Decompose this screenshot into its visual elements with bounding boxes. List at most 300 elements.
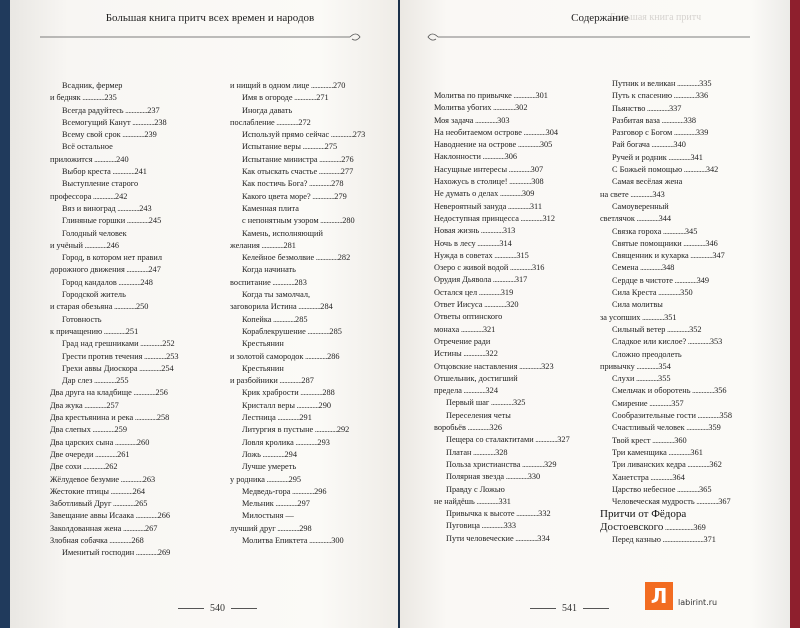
toc-entry-title: Связка гороха [612, 226, 662, 236]
toc-entry-page: 290 [318, 400, 331, 410]
toc-entry [600, 324, 775, 336]
toc-entry-page: 365 [699, 484, 712, 494]
toc-entry [434, 139, 604, 151]
toc-entry-page: 327 [557, 435, 570, 445]
toc-leader-dots: .............. [314, 253, 338, 263]
toc-leader-dots: .............. [131, 388, 156, 398]
toc-leader-dots: .............. [313, 425, 337, 435]
toc-entry-title: Ручей и родник [612, 152, 667, 162]
publisher-url: labirint.ru [678, 598, 718, 607]
toc-entry-page: 314 [499, 238, 512, 248]
toc-leader-dots: .............. [672, 275, 697, 285]
toc-leader-dots: .............. [273, 499, 298, 509]
toc-entry [50, 547, 226, 559]
toc-entry [434, 496, 604, 508]
toc-entry-page: 291 [299, 413, 312, 423]
toc-entry-page: 251 [125, 326, 139, 336]
toc-entry [230, 203, 390, 215]
toc-entry-title: Выбор креста [62, 167, 111, 177]
toc-entry-page: 313 [502, 226, 516, 236]
toc-leader-dots: .............. [661, 226, 685, 236]
toc-entry-title: Наклонности [434, 152, 481, 162]
toc-entry-page: 352 [689, 324, 702, 334]
toc-entry [50, 105, 226, 117]
toc-entry-title: Польза христианства [446, 459, 521, 469]
toc-entry [50, 375, 226, 387]
toc-entry [50, 424, 226, 436]
toc-leader-dots: .............. [82, 400, 107, 410]
toc-entry-page: 347 [712, 251, 725, 261]
toc-entry-title: Кристалл веры [242, 400, 295, 410]
toc-leader-dots: .............. [681, 238, 706, 248]
toc-leader-dots: .............. [492, 250, 517, 260]
toc-entry-title: предела [434, 386, 462, 396]
toc-entry-title: Сложно преодолеть [612, 349, 682, 359]
toc-entry [600, 226, 775, 238]
toc-entry [50, 510, 226, 522]
toc-leader-dots: .............. [477, 287, 501, 297]
toc-leader-dots: .............. [124, 265, 149, 275]
toc-entry-title: Ложь [242, 449, 261, 459]
toc-leader-dots: .............. [310, 191, 335, 201]
toc-entry-title: Два слепых [50, 425, 91, 435]
toc-leader-dots: .............. [533, 435, 558, 445]
toc-entry-title: Ответ Иисуса [434, 300, 483, 310]
toc-entry-title: и нищий в одном лице [230, 81, 310, 90]
toc-entry-page: 288 [322, 388, 335, 398]
toc-entry-title: на свете [600, 189, 629, 199]
toc-entry-title: Первый шаг [446, 398, 490, 408]
toc-entry [50, 92, 226, 104]
toc-entry-page: 268 [131, 535, 144, 545]
book-cover-edge-right [790, 0, 800, 628]
toc-entry [434, 324, 604, 336]
toc-entry-title: Священник и кухарка [612, 251, 689, 261]
toc-entry-title: Смирение [612, 398, 648, 408]
toc-entry [600, 336, 775, 348]
toc-leader-dots: .............. [260, 449, 285, 459]
toc-leader-dots: .............. [665, 324, 690, 334]
toc-entry [434, 238, 604, 250]
toc-entry-title: Каменная плита [242, 203, 299, 213]
toc-entry-page: 303 [497, 115, 510, 125]
toc-entry-page: 355 [658, 374, 671, 384]
toc-leader-dots: .............. [82, 240, 107, 250]
toc-leader-dots: .............. [647, 398, 672, 408]
toc-entry-title: Мельник [242, 499, 274, 509]
toc-entry-page: 364 [672, 472, 685, 482]
toc-entry-page: 298 [299, 523, 312, 533]
publisher-logo-icon: Л [645, 582, 673, 610]
toc-leader-dots: .............. [275, 413, 300, 423]
toc-leader-dots: .............. [115, 203, 140, 213]
toc-entry-title: Орудия Дьявола [434, 275, 492, 285]
toc-entry-title: Пуговица [446, 521, 480, 531]
toc-entry-title: и бедняк [50, 93, 81, 103]
toc-leader-dots: .............. [133, 413, 157, 423]
toc-entry-title: у родника [230, 474, 265, 484]
toc-entry [230, 437, 390, 449]
toc-leader-dots: .............. [480, 152, 505, 162]
toc-entry [50, 166, 226, 178]
toc-leader-dots: .............. [686, 337, 710, 347]
toc-leader-dots: .............. [307, 535, 332, 545]
toc-entry [434, 225, 604, 237]
toc-entry [434, 201, 604, 213]
toc-entry [230, 301, 390, 313]
toc-leader-dots: .............. [301, 142, 325, 152]
toc-entry-page: 333 [503, 521, 517, 531]
toc-entry-page: 307 [530, 164, 544, 174]
toc-leader-dots: .............. [518, 213, 543, 223]
toc-entry-title: Грести против течения [62, 351, 143, 361]
toc-entry-page: 293 [317, 437, 330, 447]
toc-entry-page: 322 [485, 349, 498, 359]
toc-entry-page: 241 [134, 167, 147, 177]
toc-entry-page: 296 [314, 486, 327, 496]
toc-entry-page: 359 [708, 423, 721, 433]
toc-entry-title: Моя задача [434, 115, 474, 125]
toc-entry [600, 447, 775, 459]
toc-leader-dots: .............. [116, 277, 141, 287]
toc-entry-title: Имя в огороде [242, 93, 293, 103]
toc-leader-dots: .............. [303, 351, 328, 361]
toc-leader-dots: .............. [329, 130, 353, 140]
toc-entry [230, 105, 390, 117]
toc-entry [600, 213, 775, 225]
toc-leader-dots: .............. [123, 105, 148, 115]
left-ornament-divider [40, 32, 368, 42]
toc-leader-dots: .............. [137, 363, 162, 373]
toc-entry [600, 349, 775, 361]
toc-entry [230, 375, 390, 387]
toc-entry [230, 400, 390, 412]
toc-entry-title: Переселения четы [446, 410, 511, 420]
toc-leader-dots: .............. [507, 164, 531, 174]
toc-entry-title: Истины [434, 349, 462, 359]
toc-leader-dots: .............. [142, 351, 167, 361]
toc-entry [434, 520, 604, 532]
toc-entry-page: 304 [545, 127, 559, 137]
toc-entry-page: 297 [297, 499, 310, 509]
toc-entry [434, 188, 604, 200]
toc-leader-dots: .............. [274, 117, 299, 127]
toc-entry [600, 410, 775, 422]
toc-entry-page: 259 [114, 425, 127, 435]
toc-entry [600, 299, 775, 311]
toc-entry-title: Самая весёлая жена [612, 177, 683, 187]
toc-entry [50, 314, 226, 326]
toc-entry [50, 326, 226, 338]
toc-entry-title: Рай богача [612, 140, 650, 150]
toc-entry-title: Голодный человек [62, 228, 127, 238]
toc-entry [600, 90, 775, 102]
toc-entry-title: Заколдованная жена [50, 523, 122, 533]
toc-entry [600, 312, 775, 324]
toc-entry-page: 239 [144, 130, 157, 140]
toc-leader-dots: .............. [491, 275, 515, 285]
toc-leader-dots: .............. [465, 423, 490, 433]
toc-entry-page: 329 [544, 459, 557, 469]
toc-entry-page: 344 [658, 214, 672, 224]
toc-entry [434, 262, 604, 274]
toc-entry [230, 498, 390, 510]
toc-entry [230, 264, 390, 276]
toc-entry-page: 331 [498, 496, 511, 506]
toc-leader-dots: .............. [685, 460, 710, 470]
toc-entry-title: Счастливый человек [612, 423, 685, 433]
toc-entry-title: Нахожусь в столице! [434, 177, 508, 187]
toc-entry [50, 191, 226, 203]
toc-entry-page: 350 [680, 288, 693, 298]
toc-entry [434, 299, 604, 311]
toc-entry [434, 90, 604, 102]
toc-leader-dots: .............. [479, 521, 504, 531]
toc-entry-page: 345 [684, 226, 698, 236]
toc-entry-title: Испытание министра [242, 154, 318, 164]
toc-leader-dots: .............. [489, 398, 513, 408]
toc-entry-page: 348 [662, 263, 675, 273]
toc-leader-dots: .............. [656, 288, 681, 298]
toc-leader-dots: .............. [660, 115, 684, 125]
toc-leader-dots: .............. [318, 216, 343, 226]
toc-entry [434, 274, 604, 286]
toc-entry [600, 385, 775, 397]
toc-entry-page: 275 [324, 142, 338, 152]
toc-entry-title: Сообразительные гости [612, 411, 696, 421]
toc-entry [600, 496, 775, 508]
toc-leader-dots: .............. [121, 523, 145, 533]
toc-entry-page: 346 [705, 238, 718, 248]
toc-entry-title: Два жука [50, 400, 83, 410]
toc-entry-title: заговорила Истина [230, 302, 297, 312]
toc-entry-page: 246 [106, 240, 120, 250]
toc-entry-page: 334 [537, 533, 550, 543]
toc-entry [600, 152, 775, 164]
toc-entry [434, 311, 604, 323]
toc-leader-dots: .............. [640, 312, 665, 322]
toc-entry-title: Злобная собачка [50, 535, 108, 545]
toc-entry-page: 294 [284, 449, 297, 459]
toc-entry-title: с непонятным узором [242, 216, 319, 226]
toc-entry-title: Как постичь Бога? [242, 179, 308, 189]
toc-entry [434, 102, 604, 114]
toc-entry-title: воробьёв [434, 423, 466, 433]
toc-leader-dots: .............. [675, 79, 700, 88]
toc-entry [600, 275, 775, 287]
toc-leader-dots: .............. [473, 115, 498, 125]
toc-entry-page: 237 [147, 105, 160, 115]
toc-entry-title: Крестьянин [242, 339, 284, 349]
toc-entry-title: Два крестьянина и река [50, 413, 134, 423]
toc-entry-page: 286 [327, 351, 340, 361]
toc-leader-dots: .............. [650, 435, 675, 445]
toc-entry-title: профессора [50, 191, 92, 201]
toc-entry [434, 533, 604, 545]
toc-entry [230, 412, 390, 424]
toc-entry-title: Отречение ради [434, 336, 491, 346]
toc-entry-title: Два друга на кладбище [50, 388, 132, 398]
toc-entry-title: Сила Креста [612, 288, 657, 298]
toc-entry-page: 278 [331, 179, 344, 189]
toc-entry-title: приложится [50, 154, 93, 164]
toc-leader-dots: .............. [130, 117, 155, 127]
toc-entry [600, 103, 775, 115]
toc-entry [50, 289, 226, 301]
toc-entry-page: 269 [157, 548, 171, 558]
toc-entry-title: Не думать о делах [434, 189, 499, 199]
toc-leader-dots: .............. [113, 437, 137, 447]
toc-entry-title: Сердце в чистоте [612, 275, 673, 285]
toc-entry [600, 398, 775, 410]
toc-entry [230, 461, 390, 473]
toc-entry-page: 330 [527, 472, 541, 482]
toc-entry [434, 410, 604, 422]
toc-entry [434, 164, 604, 176]
toc-entry [600, 127, 775, 139]
toc-entry-title: Ловля кролика [242, 437, 294, 447]
toc-entry-title: Городской житель [62, 290, 126, 300]
toc-entry [50, 154, 226, 166]
toc-entry-page: 270 [332, 81, 346, 90]
toc-leader-dots: .............. [92, 154, 117, 164]
toc-entry-page: 256 [155, 388, 168, 398]
toc-leader-dots: .............. [482, 300, 507, 310]
toc-entry-page: 285 [295, 314, 308, 324]
toc-entry-title: Пещера со сталактитами [446, 435, 534, 445]
toc-entry-page: 335 [699, 79, 712, 88]
toc-entry [50, 277, 226, 289]
right-page-number: 541 [530, 603, 609, 614]
toc-leader-dots: .............. [474, 496, 499, 506]
toc-leader-dots: .............. [298, 388, 323, 398]
toc-leader-dots: .............. [309, 81, 333, 90]
toc-entry-page: 338 [683, 115, 697, 125]
toc-leader-dots: .............. [520, 459, 545, 469]
toc-entry [50, 80, 226, 92]
toc-entry [600, 459, 775, 471]
toc-leader-dots: .............. [628, 189, 653, 199]
right-running-head: Содержание [571, 12, 629, 24]
toc-entry-page: 292 [336, 425, 350, 435]
toc-leader-dots: .............. [296, 302, 321, 312]
toc-entry [50, 400, 226, 412]
toc-entry-page: 354 [658, 361, 671, 371]
toc-entry-page: 235 [104, 93, 117, 103]
toc-leader-dots: .............. [134, 548, 158, 558]
toc-entry-title: Ночь в лесу [434, 238, 476, 248]
toc-entry-title: Камень, исполняющий [242, 228, 323, 238]
section-title-line2-entry: Достоевского ...................369 [600, 521, 706, 533]
toc-entry-title: Невероятный зануда [434, 201, 507, 211]
toc-entry-title: Новая жизнь [434, 226, 480, 236]
toc-leader-dots: .............. [514, 509, 539, 519]
toc-entry-page: 362 [709, 460, 722, 470]
toc-entry-title: Смельчак и оборотень [612, 386, 691, 396]
toc-entry [50, 117, 226, 129]
toc-entry-title: Путник и великан [612, 79, 676, 88]
toc-entry [230, 289, 390, 301]
toc-entry [50, 301, 226, 313]
toc-entry [230, 178, 390, 190]
toc-column-left-2 [230, 80, 390, 547]
toc-entry-title: Два царских сына [50, 437, 114, 447]
toc-entry [230, 338, 390, 350]
toc-entry-page: 284 [320, 302, 333, 312]
toc-entry-title: Пути человеческие [446, 533, 514, 543]
toc-entry-page: 358 [719, 411, 732, 421]
toc-entry-title: Насущные интересы [434, 164, 508, 174]
toc-entry [230, 252, 390, 264]
left-page [10, 0, 398, 628]
toc-entry-title: Милостыня — [242, 511, 294, 521]
left-page-number: 540 [178, 603, 257, 614]
toc-entry [434, 447, 604, 459]
toc-entry [230, 424, 390, 436]
toc-entry-page: 264 [132, 486, 146, 496]
toc-entry-page: 253 [166, 351, 179, 361]
toc-leader-dots: .............. [271, 314, 296, 324]
toc-leader-dots: .............. [684, 423, 709, 433]
toc-entry-title: Иногда давать [242, 105, 293, 115]
toc-entry-page: 265 [134, 499, 148, 509]
toc-entry [230, 166, 390, 178]
toc-entry [50, 129, 226, 141]
toc-entry-title: и разбойники [230, 376, 278, 386]
toc-entry [434, 484, 604, 496]
toc-entry-title: Две очереди [50, 449, 94, 459]
toc-leader-dots: .............. [81, 462, 106, 472]
toc-entry-title: Царство небесное [612, 484, 676, 494]
toc-entry-page: 321 [482, 324, 496, 334]
toc-leader-dots: .............. [634, 374, 659, 384]
toc-entry-page: 282 [337, 253, 351, 263]
toc-entry [230, 387, 390, 399]
toc-entry-title: желания [230, 240, 260, 250]
toc-leader-dots: .............. [511, 91, 536, 100]
toc-leader-dots: .............. [648, 472, 673, 482]
toc-entry-page: 243 [139, 203, 152, 213]
toc-entry-title: Используй прямо сейчас [242, 130, 330, 140]
toc-entry [600, 435, 775, 447]
toc-leader-dots: .............. [688, 251, 713, 261]
toc-leader-dots: .............. [491, 103, 516, 113]
toc-entry [434, 434, 604, 446]
toc-leader-dots: .............. [638, 263, 662, 273]
toc-entry-title: Отшельник, достигший [434, 373, 518, 383]
toc-entry-page: 342 [705, 165, 719, 175]
toc-entry-title: и золотой самородок [230, 351, 304, 361]
toc-entry-page: 283 [294, 277, 307, 287]
toc-leader-dots: .............. [259, 240, 284, 250]
toc-leader-dots: .............. [666, 447, 691, 457]
toc-leader-dots: .............. [110, 167, 135, 177]
toc-entry [434, 508, 604, 520]
toc-entry-page: 308 [531, 177, 544, 187]
toc-entry-page: 305 [539, 140, 553, 150]
toc-entry-page: 343 [652, 189, 665, 199]
toc-leader-dots: .............. [292, 93, 317, 103]
toc-entry [600, 287, 775, 299]
toc-leader-dots: .............. [521, 127, 546, 137]
toc-entry-page: 302 [515, 103, 528, 113]
toc-entry [50, 437, 226, 449]
toc-entry-page: 360 [674, 435, 687, 445]
toc-entry [434, 250, 604, 262]
toc-entry [434, 385, 604, 397]
toc-entry [600, 201, 775, 213]
toc-entry-title: воспитание [230, 277, 271, 287]
